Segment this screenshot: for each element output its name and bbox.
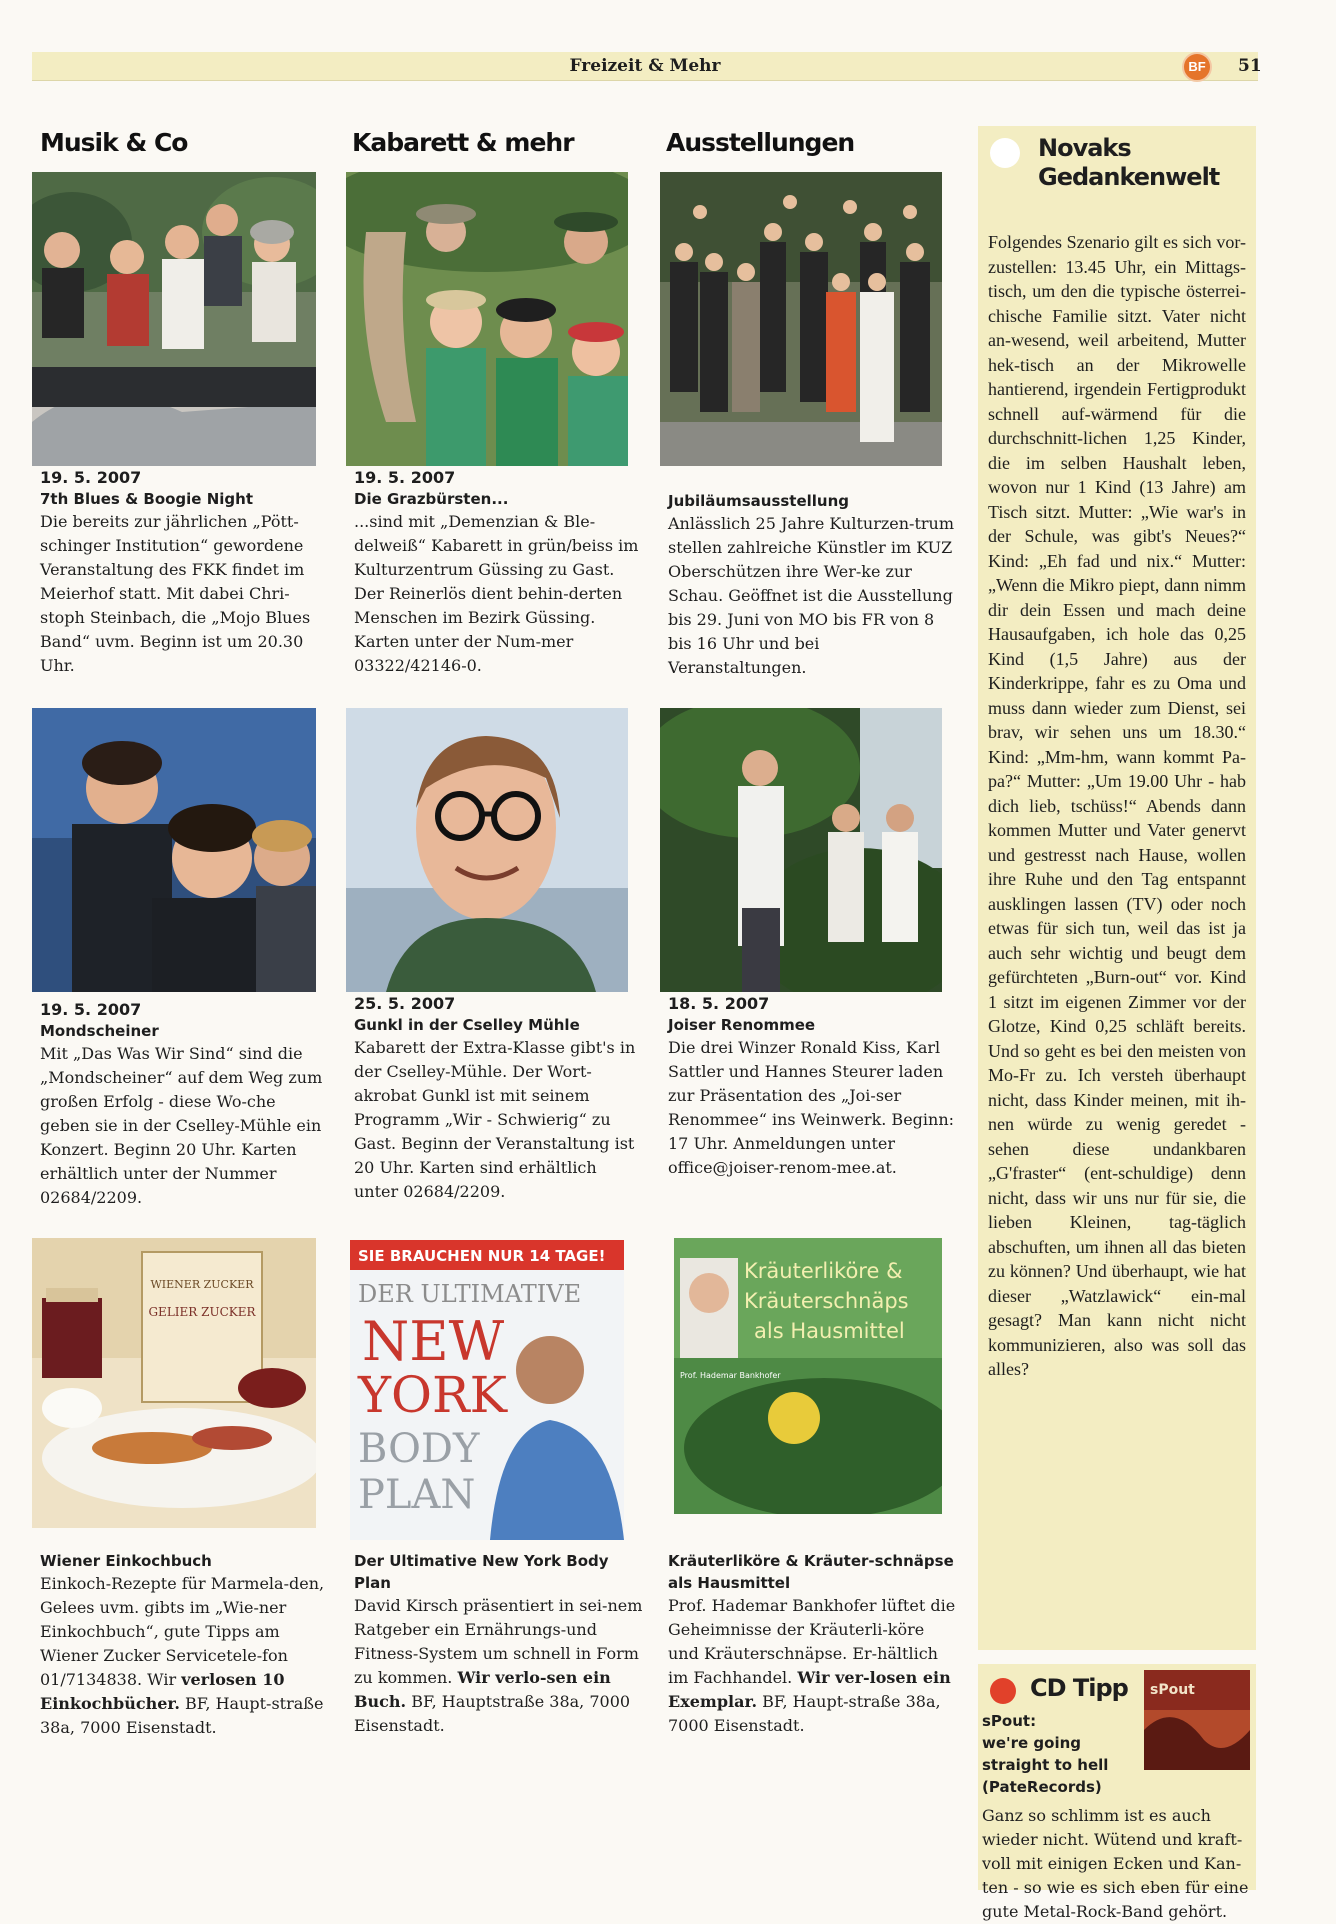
item-date: 19. 5. 2007 [40,468,142,487]
item-mondscheiner [40,1000,330,1210]
section-label: Freizeit & Mehr [569,56,721,76]
cover-kraeuterlikoere [674,1238,942,1514]
item-blues-night [40,468,330,678]
item-title: Die Grazbürsten... [354,490,509,508]
item-text: David Kirsch präsentiert in sei-nem Ratgeber ein Ernährungs-und Fitness-System um schnell in Form zu kommen. Wir verlo-sen ein Buch. BF, Hauptstraße 38a, 7000 Eisenstadt. [354,1596,643,1735]
cd-cover-image [1144,1670,1250,1770]
novak-column [978,126,1256,1650]
raffle-highlight: verlosen 10 Einkochbücher. [40,1670,285,1713]
heading-musik: Musik & Co [40,128,188,157]
item-grazbuersten [354,468,644,678]
item-title: Wiener Einkochbuch [40,1552,212,1570]
item-text: Anlässlich 25 Jahre Kulturzen-trum stellen zahlreiche Künstler im KUZ Oberschützen ihre Wer-ke zur Schau. Geöffnet ist die Ausstellung bis 29. Juni von MO bis FR von 8 bis 16 Uhr und bei Veranstaltungen. [668,514,954,677]
item-text: Kabarett der Extra-Klasse gibt's in der Cselley-Mühle. Der Wort-akrobat Gunkl ist mit seinem Programm „Wir - Schwierig“ zu Gast. Beginn der Veranstaltung ist 20 Uhr. Karten sind erhältlich unter 02684/2209. [354,1038,636,1201]
item-date: 19. 5. 2007 [354,468,456,487]
raffle-highlight: Wir ver-losen ein Exemplar. [668,1668,951,1711]
header-bar [32,52,1262,81]
novak-text: Folgendes Szenario gilt es sich vor-zustellen: 13.45 Uhr, ein Mittags-tisch, um den die typische österrei-chische Familie sitzt. Vater nicht an-wesend, weil arbeitend, Mutter hek-tisch an der Mikrowelle hantierend, irgendein Fertigprodukt schnell auf-wärmend für die durchschnitt-lichen 1,25 Kinder, die im selben Haushalt leben, wovon nur 1 Kind (13 Jahre) am Tisch sitzt. Mutter: „Wie war's in der Schule, was gibt's Neues?“ Kind: „Eh fad und nix.“ Mutter: „Wenn die Mikro piept, dann nimm dir dein Essen und mach deine Hausaufgaben, ich hole das 0,25 Kind (1,5 Jahre) aus der Kinderkrippe, fahr es zu Oma und muss dann wieder zum Dienst, sei brav, wir sehen uns um 18.30.“ Kind: „Mm-hm, wann kommt Pa-pa?“ Mutter: „Um 19.00 Uhr - hab dich lieb, tschüss!“ Abends dann kommen Mutter und Vater genervt und gestresst nach Hause, wollen ihre Ruhe und den Tag entspannt ausklingen lassen (TV) oder noch etwas für sich tun, weil das ist ja auch sehr wichtig und beugt dem gefürchteten „Burn-out“ vor. Kind 1 sitzt im eigenen Zimmer vor der Glotze, Kind 0,25 schläft bereits. Und so geht es bei den meisten von Mo-Fr zu. Ich versteh überhaupt nicht, dass Kinder meinen, mit ih-nen würde zu wenig geredet - sehen diese undankbaren „G'fraster“ (ent-schuldige) denn nicht, dass wir uns nur für sie, die lieben Kleinen, tag-täglich abschuften, um ihnen all das bieten zu können? Und überhaupt, wie hat dieser „Watzlawick“ ein-mal gesagt? Man kann nicht nicht kommunizieren, also was soll das alles? [988,232,1246,1379]
newyork-l4: BODY [358,1426,480,1472]
item-joiser [668,994,958,1180]
item-date: 19. 5. 2007 [40,1000,142,1019]
item-title: Joiser Renommee [668,1016,816,1034]
item-text: Einkoch-Rezepte für Marmela-den, Gelees uvm. gibts im „Wie-ner Einkochbuch“, gute Tipps am Wiener Zucker Servicetele-fon 01/7134838. Wir verlosen 10 Einkochbücher. BF, Haupt-straße 38a, 7000 Eisenstadt. [40,1574,325,1737]
item-title: Der Ultimative New York Body Plan [354,1552,609,1592]
kraeuter-author: Prof. Hademar Bankhofer [680,1371,781,1380]
item-jubilaeum [668,490,958,680]
item-title: Jubiläumsausstellung [668,492,850,510]
sidebar [978,126,1256,1921]
item-title: 7th Blues & Boogie Night [40,490,253,508]
item-date: 25. 5. 2007 [354,994,456,1013]
newyork-l5: PLAN [358,1472,476,1518]
item-text: Mit „Das Was Wir Sind“ sind die „Mondscheiner“ auf dem Weg zum großen Erfolg - diese Wo-che geben sie in der Cselley-Mühle ein Konzert. Beginn 20 Uhr. Karten erhältlich unter der Nummer 02684/2209. [40,1044,323,1207]
cd-thumb-label: sPout [1150,1682,1195,1698]
cd-title: CD Tipp [1030,1674,1128,1702]
kraeuter-l3: als Hausmittel [754,1319,905,1343]
photo-jubilaeum [660,172,942,466]
item-text: Prof. Hademar Bankhofer lüftet die Geheimnisse der Kräuterli-köre und Kräuterschnäpse. Er-hältlich im Fachhandel. Wir ver-losen ein Exemplar. BF, Haupt-straße 38a, 7000 Eisenstadt. [668,1596,956,1735]
photo-grazbuersten [346,172,628,466]
item-text: Die drei Winzer Ronald Kiss, Karl Sattler und Hannes Steurer laden zur Präsentation des „Joi-ser Renommee“ ins Weinwerk. Beginn: 17 Uhr. Anmeldungen unter office@joiser-renom-mee.at. [668,1038,955,1177]
photo-gunkl [346,708,628,992]
kraeuter-l2: Kräuterschnäps [744,1289,909,1313]
kraeuter-l1: Kräuterliköre & [744,1259,903,1283]
item-date: 18. 5. 2007 [668,994,770,1013]
item-text: ...sind mit „Demenzian & Ble-delweiß“ Kabarett in grün/beiss im Kulturzentrum Güssing zu Gast. Der Reinerlös dient behin-derten Menschen im Bezirk Güssing. Karten unter der Num-mer 03322/42146-0. [354,512,639,675]
item-gunkl [354,994,644,1204]
item-einkochbuch [40,1550,330,1740]
cd-text: Ganz so schlimm ist es auch wieder nicht. Wütend und kraft-voll mit einigen Ecken und Kan-ten - so wie es sich eben für eine gute Metal-Rock-Band gehört. [982,1806,1249,1921]
zucker-brand: WIENER ZUCKER [150,1278,254,1291]
photo-einkochbuch [32,1238,316,1528]
novak-title: Novaks Gedankenwelt [1038,134,1220,191]
photo-blues-band [32,172,316,466]
cd-artist: sPout: [982,1712,1037,1730]
item-kraeuterlikoere [668,1550,958,1738]
cd-meta [982,1710,1142,1798]
item-title: Kräuterliköre & Kräuter-schnäpse als Hausmittel [668,1552,954,1592]
cd-album: we're going straight to hell [982,1734,1109,1774]
page-number: 51 [1238,56,1262,76]
newyork-l2: NEW [362,1310,505,1373]
heading-ausstellungen: Ausstellungen [666,128,855,157]
heading-kabarett: Kabarett & mehr [352,128,574,157]
photo-joiser [660,708,942,992]
photo-mondscheiner [32,708,316,992]
circle-bullet-icon [990,138,1020,168]
bf-logo-icon: BF [1182,52,1212,82]
cd-label: (PateRecords) [982,1778,1102,1796]
raffle-highlight: Wir verlo-sen ein Buch. [354,1668,611,1711]
item-title: Gunkl in der Cselley Mühle [354,1016,580,1034]
newyork-l3: YORK [358,1366,507,1424]
newyork-banner: SIE BRAUCHEN NUR 14 TAGE! [358,1247,606,1265]
item-text: Die bereits zur jährlichen „Pött-schinger Institution“ gewordene Veranstaltung des FKK findet im Meierhof statt. Mit dabei Chri-stoph Steinbach, die „Mojo Blues Band“ uvm. Beginn ist um 20.30 Uhr. [40,512,311,675]
red-dot-icon [990,1678,1016,1704]
cover-new-york-body-plan [350,1240,624,1540]
item-new-york-body-plan [354,1550,644,1738]
zucker-label: GELIER ZUCKER [148,1305,256,1319]
item-title: Mondscheiner [40,1022,159,1040]
newyork-l1: DER ULTIMATIVE [358,1280,582,1308]
cd-tipp-box [978,1664,1256,1921]
